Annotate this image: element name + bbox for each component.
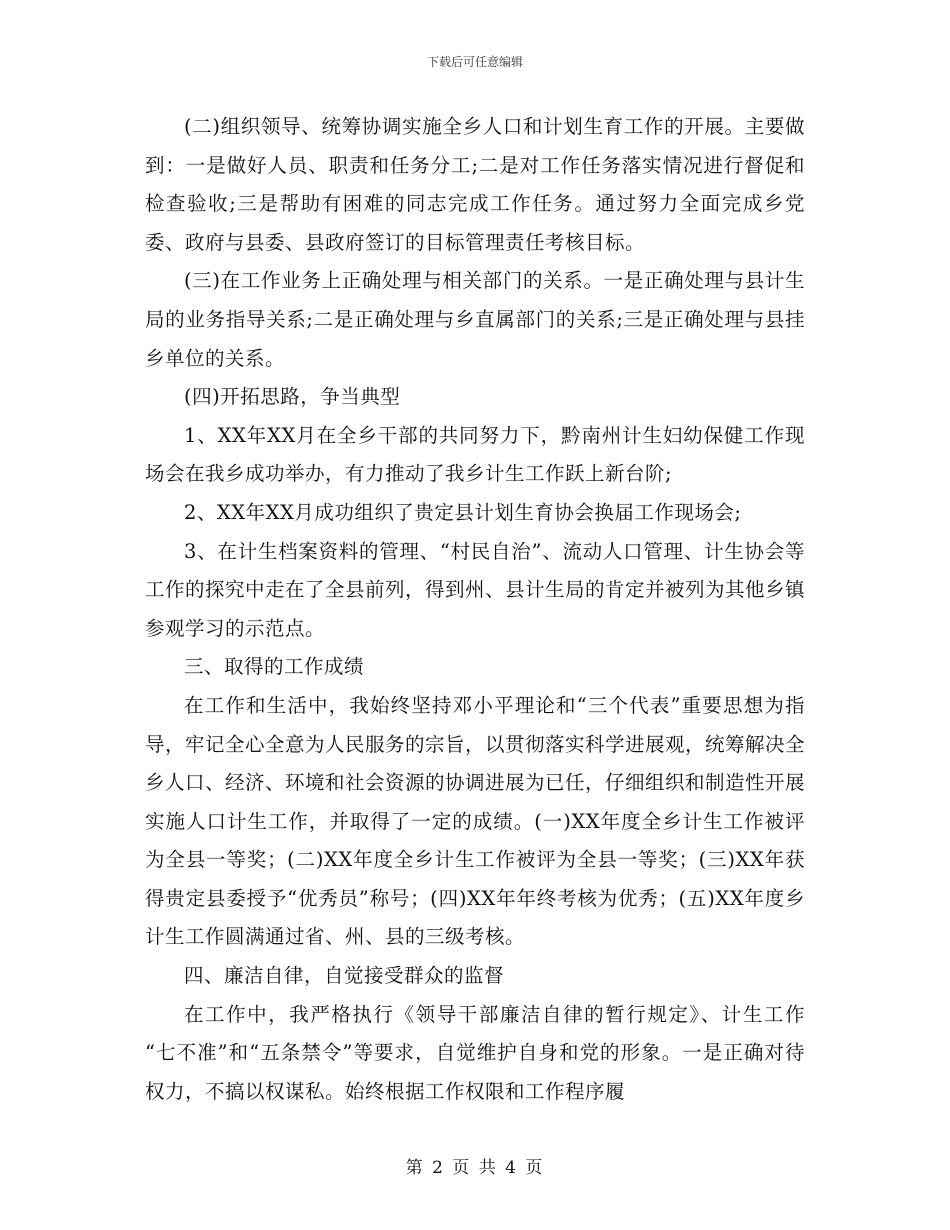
paragraph: 在工作和生活中，我始终坚持邓小平理论和“三个代表”重要思想为指导，牢记全心全意为人民服务的宗旨，以贯彻落实科学进展观，统筹解决全乡人口、经济、环境和社会资源的协调进展为已任，仔细组织和制造性开展实施人口计生工作，并取得了一定的成绩。(一)XX年度全乡计生工作被评为全县一等奖；(二)XX年度全乡计生工作被评为全县一等奖；(三)XX年获得贵定县委授予“优秀员”称号；(四)XX年年终考核为优秀；(五)XX年度乡计生工作圆满通过省、州、县的三级考核。 [145, 693, 806, 949]
paragraph: (二)组织领导、统筹协调实施全乡人口和计划生育工作的开展。主要做到：一是做好人员、职责和任务分工;二是对工作任务落实情况进行督促和检查验收;三是帮助有困难的同志完成工作任务。通过努力全面完成乡党委、政府与县委、县政府签订的目标管理责任考核目标。 [145, 115, 805, 254]
list-item: 1、XX年XX月在全乡干部的共同努力下，黔南州计生妇幼保健工作现场会在我乡成功举办，有力推动了我乡计生工作跃上新台阶; [145, 423, 805, 486]
paragraph: 在工作中，我严格执行《领导干部廉洁自律的暂行规定》、计生工作 “七不准”和“五条禁令”等要求，自觉维护自身和党的形象。一是正确对待权力，不搞以权谋私。始终根据工作权限和工作程序履 [145, 1002, 805, 1103]
paragraph: (三)在工作业务上正确处理与相关部门的关系。一是正确处理与县计生局的业务指导关系;二是正确处理与乡直属部门的关系;三是正确处理与县挂乡单位的关系。 [145, 269, 805, 370]
section-heading: 四、廉洁自律，自觉接受群众的监督 [184, 964, 505, 988]
document-body [145, 108, 805, 1111]
section-heading: (四)开拓思路，争当典型 [184, 385, 401, 409]
page-header: 下载后可任意编辑 [426, 55, 523, 69]
list-item: 3、在计生档案资料的管理、“村民自治”、流动人口管理、计生协会等工作的探究中走在了全县前列，得到州、县计生局的肯定并被列为其他乡镇参观学习的示范点。 [145, 539, 806, 640]
page-number-footer: 第 2 页 共 4 页 [405, 1158, 545, 1178]
list-item: 2、XX年XX月成功组织了贵定县计划生育协会换届工作现场会; [184, 500, 742, 524]
section-heading: 三、取得的工作成绩 [184, 655, 365, 679]
